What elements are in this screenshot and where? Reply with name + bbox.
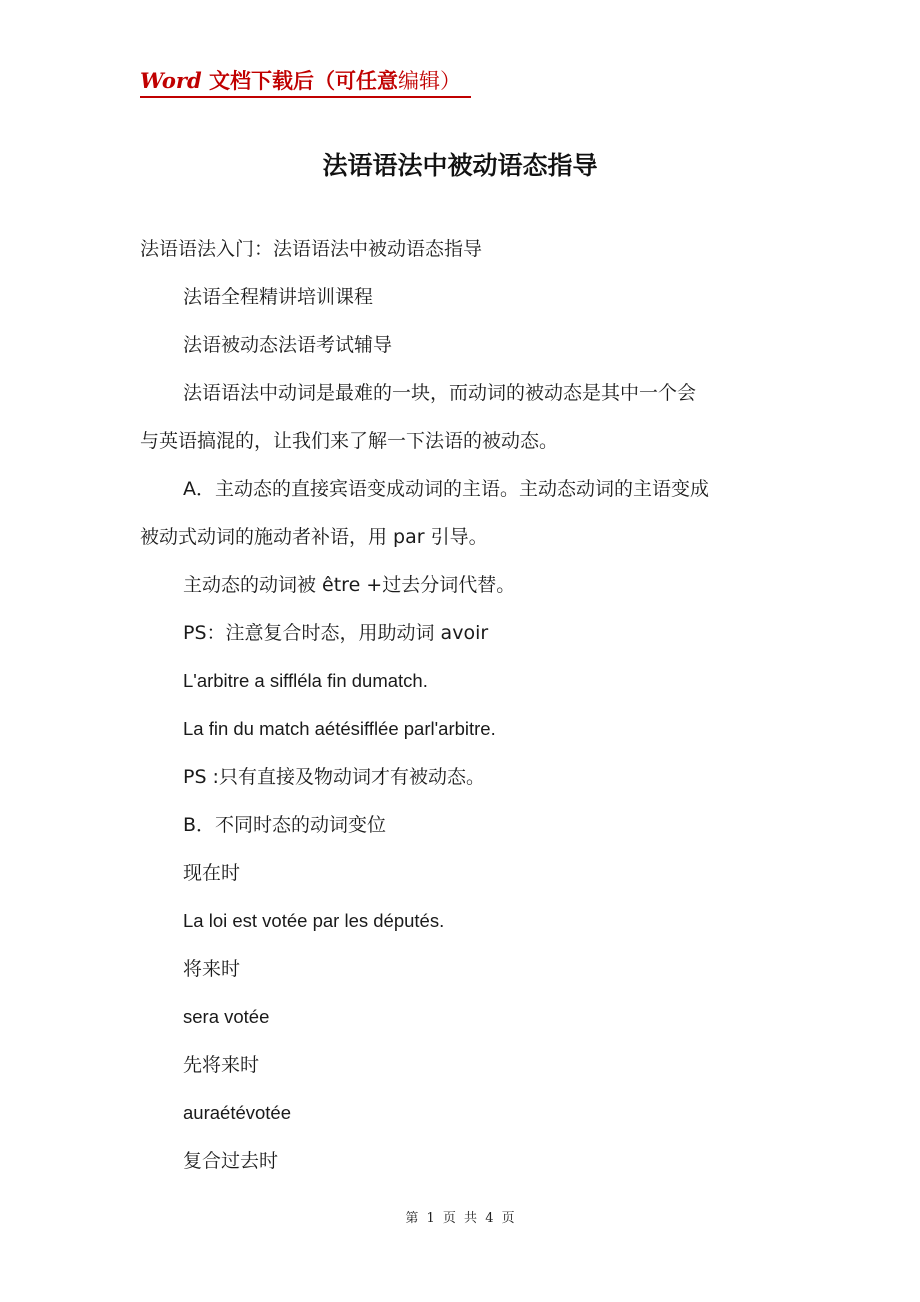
example-active: L'arbitre a siffléla fin dumatch. [183,670,428,691]
download-banner [140,66,471,98]
paragraph-rule-a-line1: A．主动态的直接宾语变成动词的主语。主动态动词的主语变成 [183,478,709,500]
paragraph-intro: 法语语法入门：法语语法中被动语态指导 [140,238,483,260]
paragraph-ps-avoir: PS：注意复合时态，用助动词 avoir [183,622,489,644]
banner-text-end: 编辑） [397,69,461,93]
tense-future: 将来时 [183,958,241,980]
example-future-perfect: auraétévotée [183,1102,292,1123]
document-body [140,225,790,1185]
paragraph-rule-b: B．不同时态的动词变位 [183,814,387,836]
tense-future-perfect: 先将来时 [183,1054,260,1076]
banner-text: 文档下载后（可任意 [201,69,398,93]
paragraph-course: 法语全程精讲培训课程 [183,286,374,308]
page-footer: 第 1 页 共 4 页 [405,1211,515,1226]
example-present: La loi est votée par les députés. [183,910,445,931]
tense-present: 现在时 [183,862,241,884]
example-future: sera votée [183,1006,270,1027]
paragraph-etre: 主动态的动词被 être +过去分词代替。 [183,574,516,596]
paragraph-rule-a-line2: 被动式动词的施动者补语，用 par 引导。 [140,526,488,548]
paragraph-ps-transitive: PS :只有直接及物动词才有被动态。 [183,766,485,788]
example-passive: La fin du match aétésifflée parl'arbitre. [183,718,496,739]
document-title: 法语语法中被动语态指导 [322,151,598,180]
paragraph-overview-line1: 法语语法中动词是最难的一块，而动词的被动态是其中一个会 [183,382,697,404]
tense-passe-compose: 复合过去时 [183,1150,279,1172]
paragraph-exam: 法语被动态法语考试辅导 [183,334,393,356]
banner-word: Word [140,68,202,93]
paragraph-overview-line2: 与英语搞混的，让我们来了解一下法语的被动态。 [140,430,559,452]
